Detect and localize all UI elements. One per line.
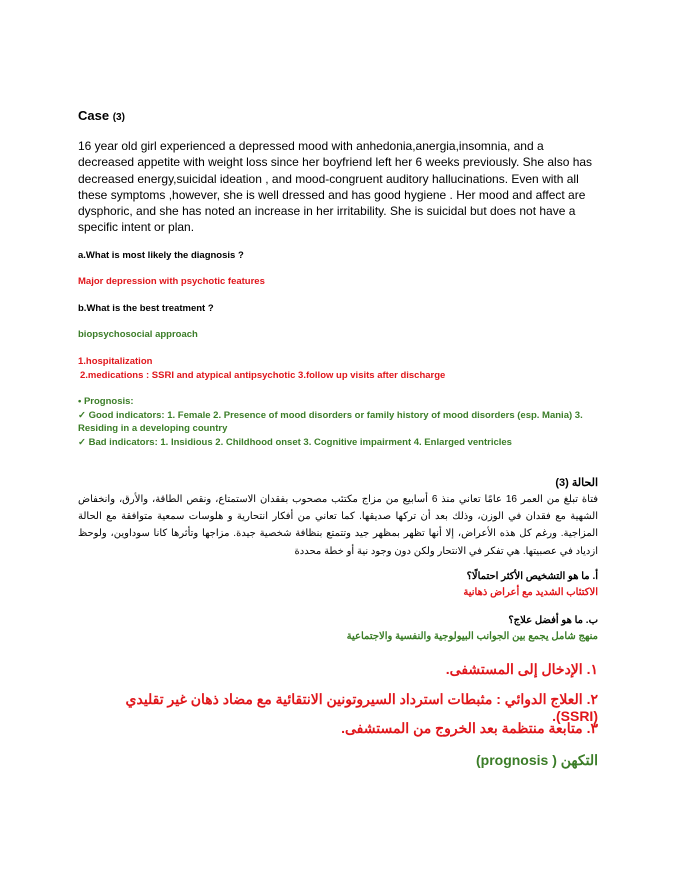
arabic-question-b: ب. ما هو أفضل علاج؟ <box>508 615 598 626</box>
arabic-answer-b: منهج شامل يجمع بين الجوانب البيولوجية والنفسية والاجتماعية <box>346 631 598 642</box>
prognosis-section <box>78 395 600 449</box>
case-description: 16 year old girl experienced a depressed mood with anhedonia,anergia,insomnia, and a decreased appetite with weight loss since her boyfriend left her 6 weeks previously. She also has decreased energy,suicidal ideation , and mood-congruent auditory hallucinations. Even with all these symptoms ,however, she is well dressed and has good hygiene . Her mood and affect are dysphoric, and she has noted an increase in her irritability. She is suicidal but does not have a specific intent or plan. <box>78 139 593 235</box>
prognosis-heading: • Prognosis: <box>78 396 134 407</box>
answer-b: biopsychosocial approach <box>78 329 198 340</box>
arabic-plan-medications: ٢. العلاج الدوائي : مثبطات استرداد السيروتونين الانتقائية مع مضاد ذهان غير تقليدي (SSRI). <box>125 691 598 724</box>
treatment-plan <box>78 355 600 383</box>
case-title <box>78 108 600 123</box>
arabic-answer-a: الاكتئاب الشديد مع أعراض ذهانية <box>463 587 598 598</box>
question-b: b.What is the best treatment ? <box>78 303 214 314</box>
arabic-question-a: أ. ما هو التشخيص الأكثر احتمالًا؟ <box>466 571 598 582</box>
arabic-case-title: الحالة (3) <box>555 477 598 489</box>
arabic-case-description: فتاة تبلغ من العمر 16 عامًا تعاني منذ 6 أسابيع من مزاج مكتئب مصحوب بفقدان الاستمتاع، ونقص الطاقة، والأرق، وانخفاض الشهية مع فقدان في الوزن، وذلك بعد أن تركها صديقها. كما تعاني من أفكار انتحارية و هلوسات سمعية متوافقة مع الحالة المزاجية. ورغم كل هذه الأعراض، إلا أنها تظهر بمظهر جيد وتتمتع بنظافة شخصية جيدة. مزاجها وتأثرها كانا سوداوين، ولوحظ ازدياد في عصبيتها. هي تفكر في الانتحار ولكن دون وجود نية أو خطة محددة <box>78 494 598 557</box>
arabic-prognosis-heading: التكهن ( prognosis) <box>475 752 598 768</box>
good-indicators: ✓ Good indicators: 1. Female 2. Presence of mood disorders or family history of mood disorders (esp. Mania) 3. Residing in a developing country <box>78 409 583 434</box>
case-title-text: Case <box>78 108 110 123</box>
arabic-plan-hospitalization: ١. الإدخال إلى المستشفى. <box>445 661 598 677</box>
bad-indicators: ✓ Bad indicators: 1. Insidious 2. Childhood onset 3. Cognitive impairment 4. Enlarged ventricles <box>78 436 512 448</box>
arabic-plan-follow-up: ٣. متابعة منتظمة بعد الخروج من المستشفى. <box>341 720 598 736</box>
case-number: (3) <box>112 112 125 123</box>
answer-a: Major depression with psychotic features <box>78 276 265 287</box>
plan-medications: 2.medications : SSRI and atypical antipsychotic 3.follow up visits after discharge <box>80 370 446 381</box>
question-a: a.What is most likely the diagnosis ? <box>78 250 244 261</box>
plan-hospitalization: 1.hospitalization <box>78 356 153 367</box>
